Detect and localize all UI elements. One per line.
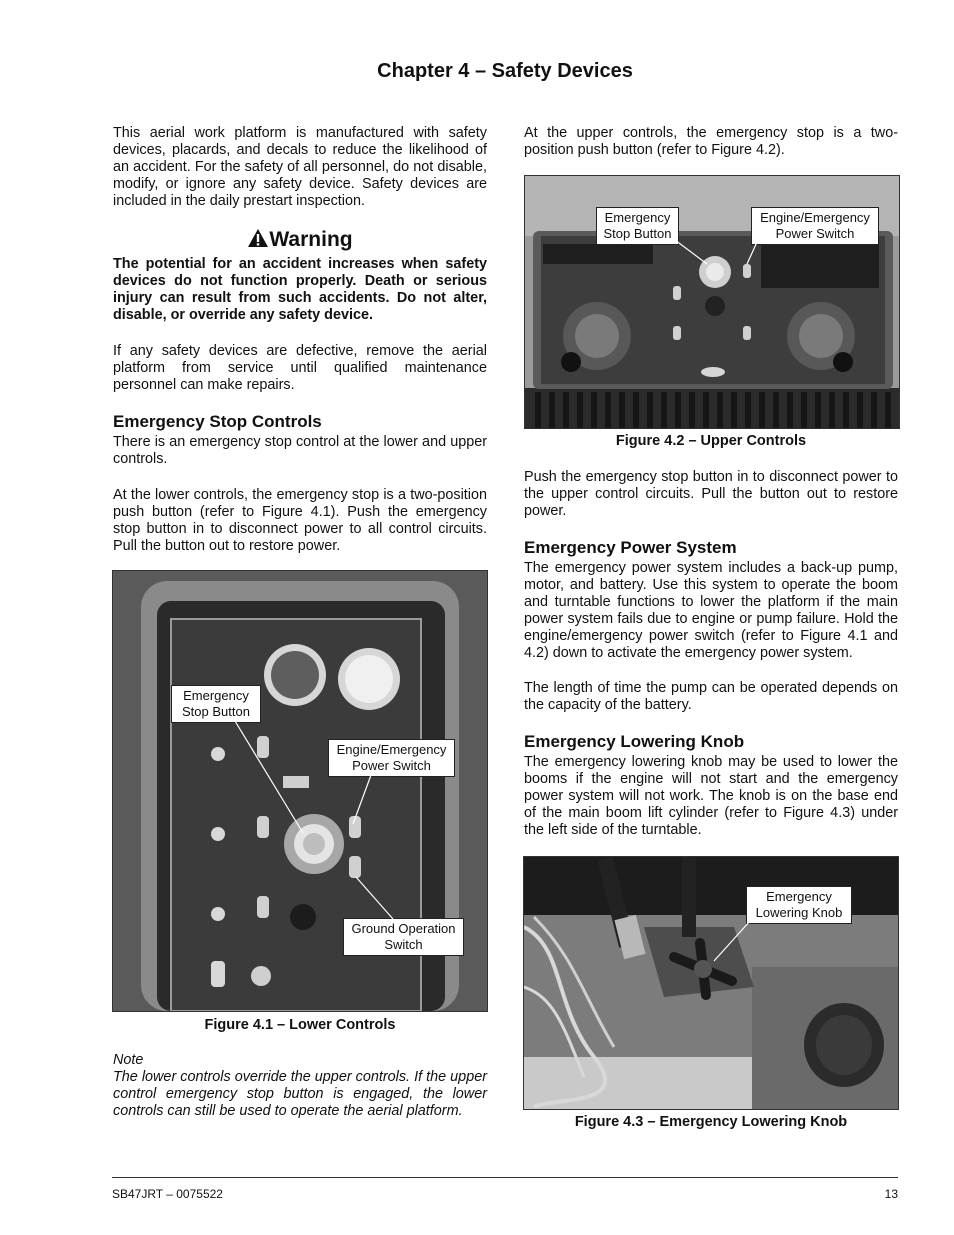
- callout-text: Power Switch: [775, 226, 855, 241]
- callout-text: Stop Button: [182, 704, 250, 719]
- note-text: The lower controls override the upper controls. If the upper control emergency stop button is engaged, the lower controls can still be used to operate the aerial platform.: [113, 1069, 487, 1119]
- callout-leader-lines: [524, 857, 898, 1109]
- footer-doc-id: SB47JRT – 0075522: [112, 1187, 223, 1201]
- callout-leader-lines: [113, 571, 487, 1011]
- callout-text: Emergency: [183, 688, 249, 703]
- warning-heading: [113, 228, 487, 256]
- figure-4-3-photo: [523, 856, 899, 1110]
- power-heading: Emergency Power System: [524, 538, 737, 557]
- footer-rule: [112, 1177, 898, 1178]
- power-paragraph-2: The length of time the pump can be operated depends on the capacity of the battery.: [524, 680, 898, 713]
- callout-text: Ground Operation: [351, 921, 456, 936]
- callout-text: Engine/Emergency: [760, 210, 870, 225]
- callout-text: Lowering Knob: [755, 905, 843, 920]
- warning-title: Warning: [269, 228, 353, 251]
- figure-4-1-caption: Figure 4.1 – Lower Controls: [204, 1017, 396, 1033]
- callout-text: Engine/Emergency: [336, 742, 447, 757]
- power-paragraph-1: The emergency power system includes a back-up pump, motor, and battery. Use this system to operate the boom and turntable functions to lower the platform if the main power system fails due to engine or pump failure. Hold the engine/emergency power switch (refer to Figure 4.1 and 4.2) down to activate the emergency power system.: [524, 560, 898, 661]
- figure-4-1-photo: [112, 570, 488, 1012]
- intro-paragraph: This aerial work platform is manufactured with safety devices, placards, and decals to reduce the likelihood of an accident. For the safety of all personnel, do not disable, modify, or ignore any safety device. Safety devices are included in the daily prestart inspection.: [113, 125, 487, 209]
- page-title: Chapter 4 – Safety Devices: [377, 60, 633, 82]
- upper-paragraph: At the upper controls, the emergency stop is a two-position push button (refer to Figure 4.2).: [524, 125, 898, 158]
- lowering-heading: Emergency Lowering Knob: [524, 732, 745, 751]
- warning-triangle-icon: [247, 228, 269, 248]
- estop-paragraph-1: There is an emergency stop control at the lower and upper controls.: [113, 434, 487, 467]
- defective-paragraph: If any safety devices are defective, remove the aerial platform from service until qualified maintenance personnel can make repairs.: [113, 343, 487, 393]
- estop-heading: Emergency Stop Controls: [113, 412, 322, 431]
- callout-text: Switch: [384, 937, 423, 952]
- callout-text: Emergency: [766, 889, 832, 904]
- figure-4-2-photo: [524, 175, 900, 429]
- figure-4-3-caption: Figure 4.3 – Emergency Lowering Knob: [574, 1114, 848, 1130]
- left-column: [113, 125, 487, 210]
- callout-text: Power Switch: [352, 758, 431, 773]
- note-block: [113, 1052, 487, 1120]
- push-paragraph: Push the emergency stop button in to disconnect power to the upper control circuits. Pull the button out to restore power.: [524, 469, 898, 519]
- warning-block: [113, 228, 487, 324]
- callout-leader-lines: [525, 176, 899, 428]
- estop-paragraph-2: At the lower controls, the emergency stop is a two-position push button (refer to Figure 4.1). Push the emergency stop button in to disconnect power to all control circuits. Pull the button out to restore power.: [113, 487, 487, 554]
- note-label: Note: [113, 1052, 144, 1068]
- warning-text: The potential for an accident increases when safety devices do not function properly. Death or serious injury can result from such accidents. Do not alter, disable, or override any safety device.: [113, 256, 487, 323]
- callout-text: Emergency: [604, 210, 671, 225]
- lowering-paragraph: The emergency lowering knob may be used to lower the booms if the engine will not start and the emergency power system will not work. The knob is on the base end of the main boom lift cylinder (refer to Figure 4.3) under the left side of the turntable.: [524, 754, 898, 838]
- figure-4-2-caption: Figure 4.2 – Upper Controls: [615, 433, 807, 449]
- callout-text: Stop Button: [603, 226, 672, 241]
- footer-page-number: 13: [884, 1187, 898, 1201]
